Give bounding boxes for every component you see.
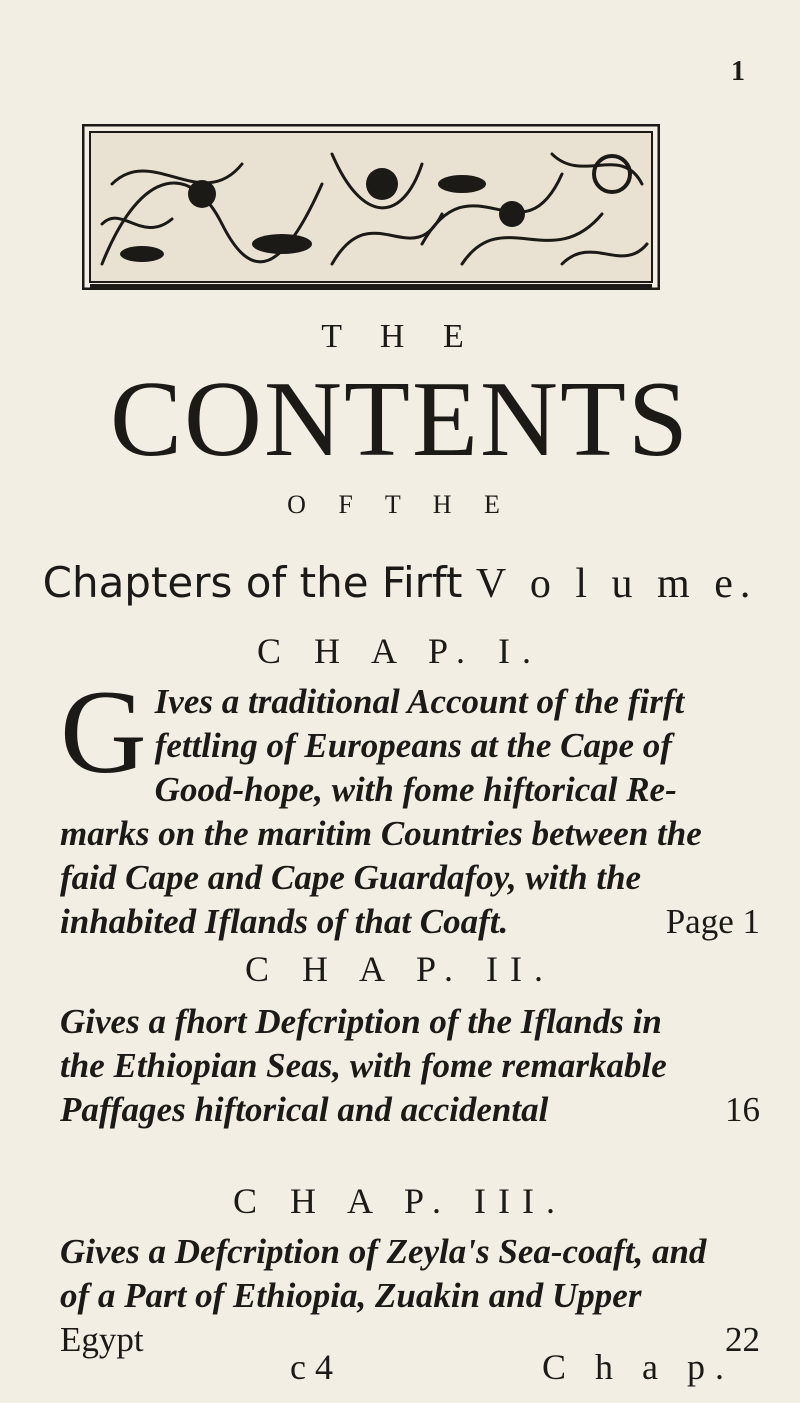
subtitle-volume: V o l u m e. (475, 561, 758, 607)
entry-line: Gives a fhort Defcription of the Iflands in (60, 1002, 662, 1041)
entry-line: of a Part of Ethiopia, Zuakin and Upper (60, 1276, 642, 1315)
page-reference: Page 1 (665, 902, 760, 941)
entry-last-line (60, 900, 760, 944)
page-title: CONTENTS (110, 360, 690, 479)
entry-line: Good-hope, with fome hiftorical Re- (154, 770, 677, 809)
page-number: 1 (731, 56, 745, 87)
entry-line: Ives a traditional Account of the firft (154, 682, 685, 721)
page-reference: 22 (725, 1320, 760, 1359)
chapter-3-heading: C H A P. III. (232, 1181, 568, 1221)
title-of-the: O F T H E (287, 490, 513, 519)
entry-line: inhabited Iflands of that Coaft. (60, 902, 509, 941)
entry-line: Egypt (60, 1320, 144, 1359)
chapter-1-heading: C H A P. I. (256, 631, 544, 671)
subtitle (0, 560, 800, 607)
catchword: C h a p. (542, 1347, 734, 1387)
entry-last-line (60, 1088, 760, 1132)
entry-line: faid Cape and Cape Guardafoy, with the (60, 858, 642, 897)
title-the: T H E (321, 318, 479, 355)
entry-line: fettling of Europeans at the Cape of (154, 726, 672, 765)
chapter-1-entry (60, 665, 760, 944)
headpiece-ornament (82, 124, 660, 290)
chapter-3-entry (60, 1230, 760, 1362)
page-reference: 16 (725, 1090, 760, 1129)
entry-line: Gives a Defcription of Zeyla's Sea-coaft, and (60, 1232, 707, 1271)
chapter-2-heading: C H A P. II. (244, 949, 556, 989)
signature-mark: c 4 (290, 1347, 333, 1387)
entry-line: Paffages hiftorical and accidental (60, 1090, 549, 1129)
entry-line: the Ethiopian Seas, with fome remarkable (60, 1046, 667, 1085)
entry-line: marks on the maritim Countries between the (60, 814, 702, 853)
chapter-2-entry (60, 1000, 760, 1132)
subtitle-prefix: Chapters of the Firft (42, 558, 463, 607)
drop-cap: G (60, 665, 147, 798)
